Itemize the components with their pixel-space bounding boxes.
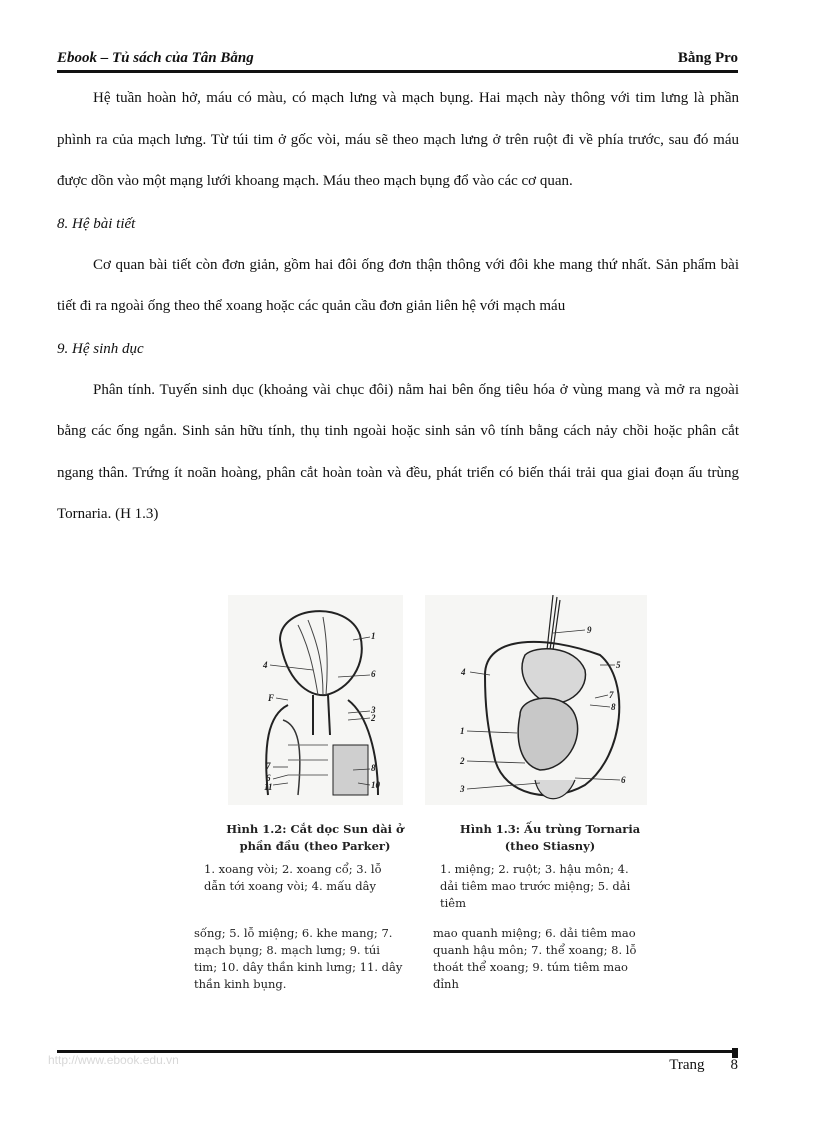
heading-reproductive: 9. Hệ sinh dục (57, 340, 144, 357)
figure-block (194, 595, 650, 995)
fig-left-label-6b: 6 (266, 773, 271, 783)
figure-1-3-title: Hình 1.3: Ấu trùng Tornaria (theo Stiasny) (459, 822, 641, 853)
fig-left-label-f: F (268, 693, 275, 703)
figure-1-2-image (228, 595, 403, 805)
fig-left-label-1: 1 (371, 631, 376, 641)
fig-left-label-2: 2 (371, 713, 376, 723)
fig-left-label-10: 10 (371, 780, 380, 790)
page-header (57, 48, 738, 73)
header-author: Bằng Pro (677, 50, 738, 66)
fig-left-label-6: 6 (371, 669, 376, 679)
figure-1-2-title: Hình 1.2: Cắt dọc Sun dài ở phần đầu (theo Parker) (226, 822, 404, 853)
fig-right-label-4: 4 (461, 667, 466, 677)
fig-right-label-5: 5 (616, 660, 621, 670)
heading-excretory: 8. Hệ bài tiết (57, 215, 136, 232)
body-text (57, 78, 739, 536)
fig-left-label-11: 11 (264, 782, 273, 792)
fig-right-label-1: 1 (460, 726, 465, 736)
header-title: Ebook – Tủ sách của Tân Bằng (57, 50, 254, 66)
fig-left-label-7: 7 (266, 761, 271, 771)
paragraph-excretory: Cơ quan bài tiết còn đơn giản, gồm hai đôi ống đơn thận thông với đôi khe mang thứ nhất. Sản phẩm bài tiết đi ra ngoài ống theo thể xoang hoặc các quản cầu đơn giản liên hệ với mạch máu (57, 256, 739, 314)
fig-right-label-9: 9 (587, 625, 592, 635)
fig-right-label-3: 3 (460, 784, 465, 794)
fig-right-label-7: 7 (609, 690, 614, 700)
figure-1-3-legend-part1: 1. miệng; 2. ruột; 3. hậu môn; 4. dải tiêm mao trước miệng; 5. dải tiêm (440, 862, 631, 910)
page-number (669, 1057, 738, 1074)
fig-left-label-3: 3 (371, 705, 376, 715)
fig-left-label-4: 4 (263, 660, 268, 670)
page-label: Trang (669, 1057, 705, 1073)
fig-left-label-8: 8 (371, 763, 376, 773)
fig-right-label-6: 6 (621, 775, 626, 785)
figure-1-3-legend-part2: mao quanh miệng; 6. dải tiêm mao quanh hậu môn; 7. thể xoang; 8. lỗ thoát thể xoang; 9. túm tiêm mao đỉnh (433, 926, 637, 991)
figure-1-2-legend-part1: 1. xoang vòi; 2. xoang cổ; 3. lỗ dẫn tới xoang vòi; 4. mấu dây (204, 862, 382, 893)
paragraph-reproductive: Phân tính. Tuyến sinh dục (khoảng vài chục đôi) nằm hai bên ống tiêu hóa ở vùng mang và mở ra ngoài bằng các ống ngắn. Sinh sản hữu tính, thụ tinh ngoài hoặc sinh sản vô tính bằng cách nảy chồi hoặc phân cắt ngang thân. Trứng ít noãn hoàng, phân cắt hoàn toàn và đều, phát triển có biến thái trải qua giai đoạn ấu trùng Tornaria. (H 1.3) (57, 381, 739, 522)
figure-1-3-image (425, 595, 647, 805)
figure-1-2-legend-part2: sống; 5. lỗ miệng; 6. khe mang; 7. mạch bụng; 8. mạch lưng; 9. túi tim; 10. dây thần kinh lưng; 11. dây thần kinh bụng. (194, 926, 403, 991)
paragraph-circulatory: Hệ tuần hoàn hở, máu có màu, có mạch lưng và mạch bụng. Hai mạch này thông với tim lưng là phần phình ra của mạch lưng. Từ túi tim ở gốc vòi, máu sẽ theo mạch lưng ở trên ruột đi về phía trước, sau đó máu được dồn vào một mạng lưới khoang mạch. Máu theo mạch bụng đổ vào các cơ quan. (57, 90, 739, 189)
page-number-value: 8 (730, 1057, 738, 1073)
fig-right-label-2: 2 (460, 756, 465, 766)
fig-right-label-8: 8 (611, 702, 616, 712)
footer-url: http://www.ebook.edu.vn (48, 1053, 179, 1067)
